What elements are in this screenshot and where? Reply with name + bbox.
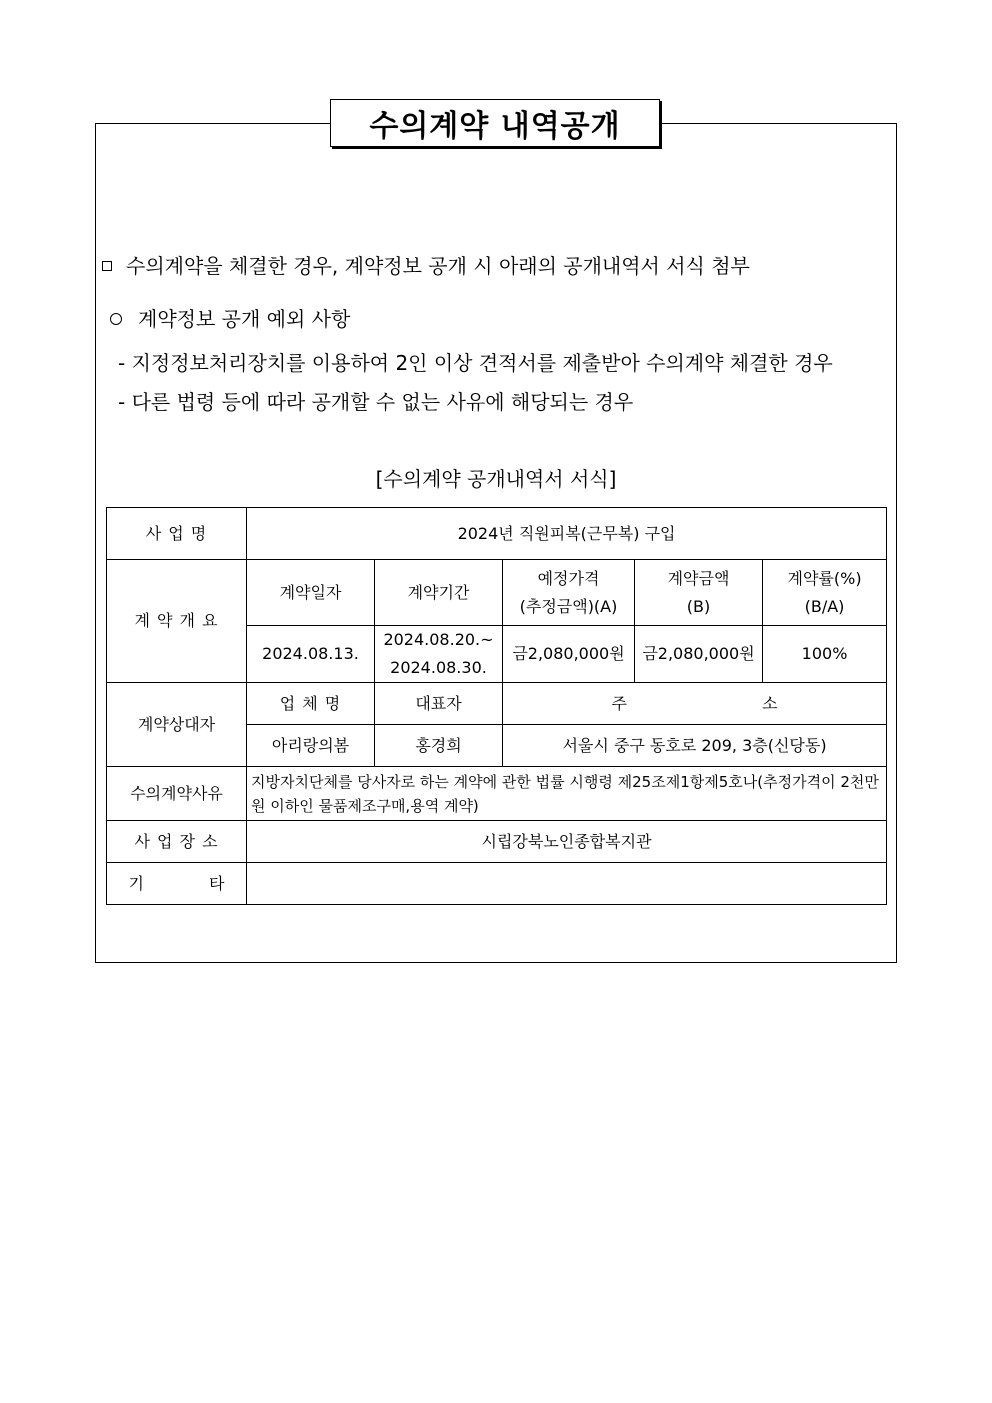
circle-bullet-icon: [110, 313, 122, 325]
table-row: [107, 863, 887, 905]
table-row: [107, 767, 887, 821]
contract-amount-header-line2: (B): [686, 596, 711, 616]
contract-date-header: 계약일자: [247, 560, 375, 626]
exception-item-1: - 지정정보처리장치를 이용하여 2인 이상 견적서를 제출받아 수의계약 체결한 경우: [118, 351, 833, 375]
contract-rate-value: 100%: [763, 626, 887, 683]
representative-value: 홍경희: [375, 725, 503, 767]
company-header: 업 체 명: [247, 683, 375, 725]
project-value: 2024년 직원피복(근무복) 구입: [247, 508, 887, 560]
estimated-price-header: [503, 560, 635, 626]
counterparty-label: 계약상대자: [107, 683, 247, 767]
address-header: 주 소: [503, 683, 887, 725]
representative-header: 대표자: [375, 683, 503, 725]
reason-value: 지방자치단체를 당사자로 하는 계약에 관한 법률 시행령 제25조제1항제5호나(추정가격이 2천만원 이하인 물품제조구매,용역 계약): [247, 767, 887, 821]
form-caption: [수의계약 공개내역서 서식]: [375, 467, 617, 491]
estimated-price-value: 금2,080,000원: [503, 626, 635, 683]
exceptions-heading: 계약정보 공개 예외 사항: [138, 307, 351, 331]
contract-amount-header-line1: 계약금액: [667, 568, 730, 588]
contract-amount-header: [635, 560, 763, 626]
contract-period-value-line2: 2024.08.30.: [390, 658, 487, 677]
contract-period-header: 계약기간: [375, 560, 503, 626]
intro-line: [102, 250, 750, 279]
table-row: [107, 508, 887, 560]
table-row: [107, 683, 887, 725]
contract-period-value-line1: 2024.08.20.~: [383, 630, 494, 649]
estimated-price-header-line2: (추정금액)(A): [519, 596, 618, 616]
address-value: 서울시 중구 동호로 209, 3층(신당동): [503, 725, 887, 767]
intro-text: 수의계약을 체결한 경우, 계약정보 공개 시 아래의 공개내역서 서식 첨부: [126, 254, 750, 278]
document-title: 수의계약 내역공개: [369, 109, 621, 144]
estimated-price-header-line1: 예정가격: [537, 568, 600, 588]
disclosure-form-table: [106, 507, 887, 905]
etc-label: 기 타: [107, 863, 247, 905]
location-value: 시립강북노인종합복지관: [247, 821, 887, 863]
table-row: [107, 821, 887, 863]
contract-period-value: [375, 626, 503, 683]
contract-rate-header-line2: (B/A): [804, 596, 845, 616]
overview-label: 계 약 개 요: [107, 560, 247, 683]
contract-date-value: 2024.08.13.: [247, 626, 375, 683]
exceptions-heading-line: [110, 303, 350, 332]
exception-item-2: - 다른 법령 등에 따라 공개할 수 없는 사유에 해당되는 경우: [118, 390, 634, 414]
contract-amount-value: 금2,080,000원: [635, 626, 763, 683]
contract-rate-header-line1: 계약률(%): [787, 568, 862, 588]
document-title-box: [330, 99, 660, 147]
square-bullet-icon: [102, 261, 112, 271]
contract-rate-header: [763, 560, 887, 626]
company-value: 아리랑의봄: [247, 725, 375, 767]
etc-value: [247, 863, 887, 905]
location-label: 사 업 장 소: [107, 821, 247, 863]
project-label: 사 업 명: [107, 508, 247, 560]
table-row: [107, 560, 887, 626]
reason-label: 수의계약사유: [107, 767, 247, 821]
